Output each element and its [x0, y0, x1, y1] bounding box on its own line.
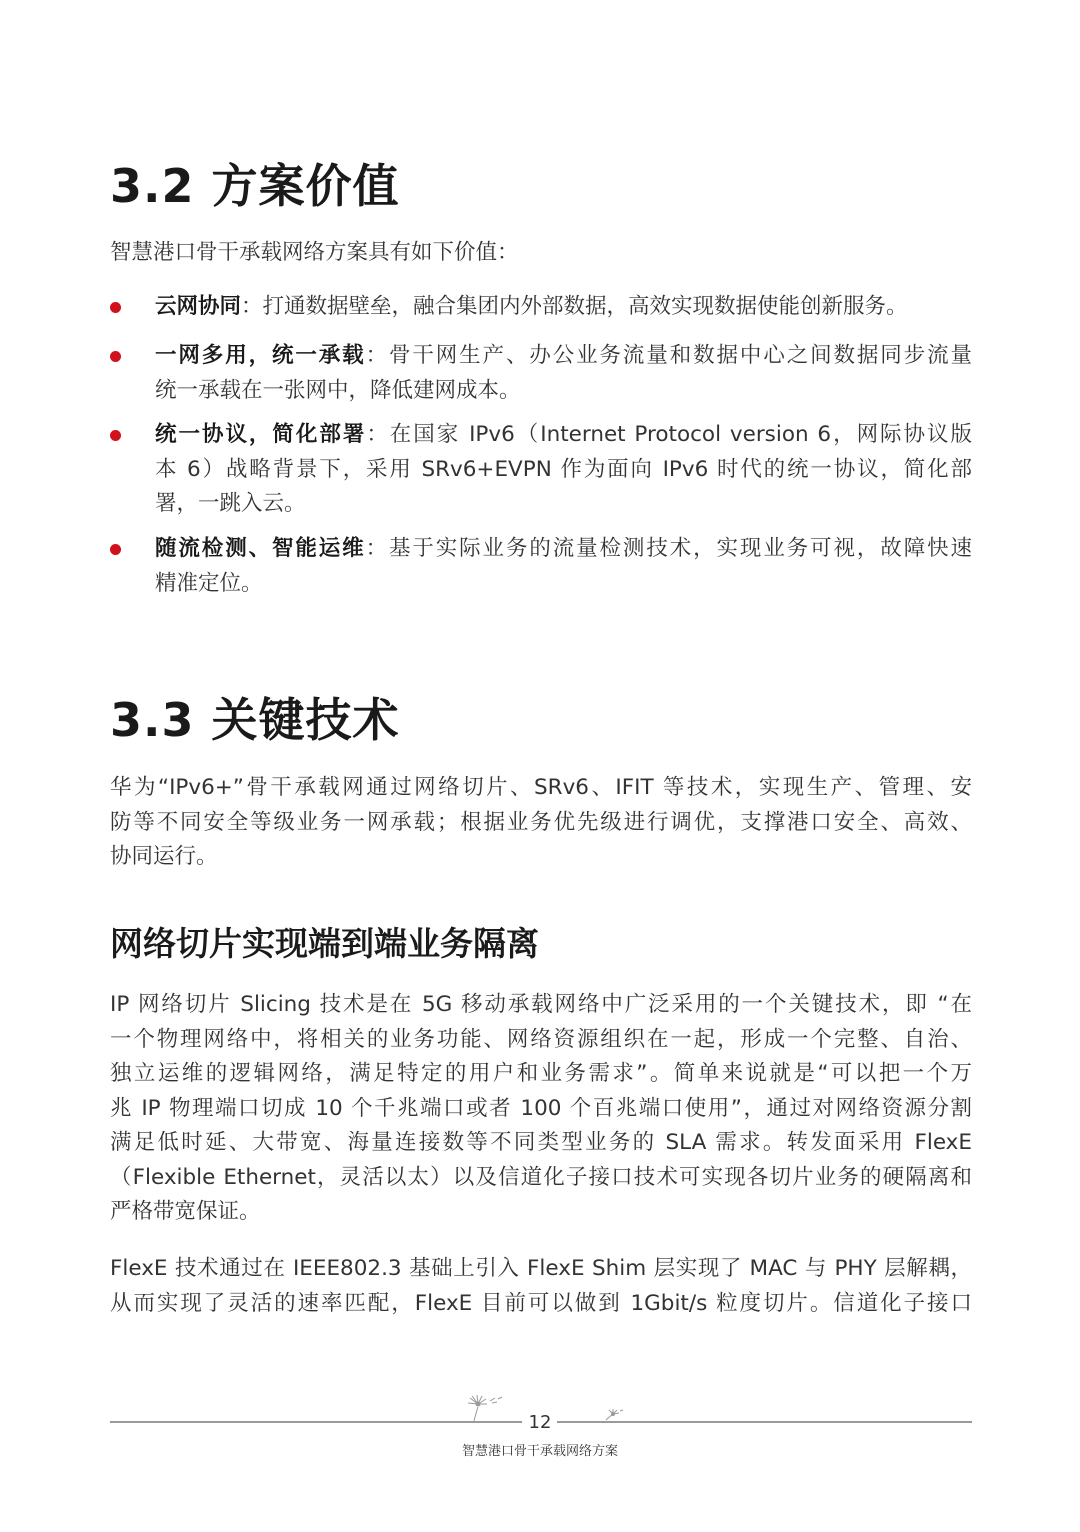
footer-divider-left — [110, 1421, 522, 1423]
section-3-2-heading: 3.2 方案价值 — [110, 159, 400, 213]
section-3-3-heading: 3.3 关键技术 — [110, 693, 400, 747]
bullet-term: 一网多用，统一承载 — [155, 343, 366, 368]
dandelion-seed-icon — [603, 1408, 625, 1422]
network-slicing-subheading: 网络切片实现端到端业务隔离 — [110, 924, 539, 963]
bullet-dot-icon — [110, 430, 121, 441]
bullet-term: 云网协同 — [155, 294, 242, 319]
section-3-2-intro — [110, 236, 972, 271]
dandelion-icon — [462, 1395, 508, 1423]
bullet-dot-icon — [110, 351, 121, 362]
bullet-term: 随流检测、智能运维 — [155, 536, 366, 561]
footer-document-title: 智慧港口骨干承载网络方案 — [461, 1444, 618, 1459]
bullet-term: 统一协议，简化部署 — [155, 422, 367, 447]
flexe-paragraph: FlexE 技术通过在 IEEE802.3 基础上引入 FlexE Shim 层实现了 MAC 与 PHY 层解耦， 从而实现了灵活的速率匹配，FlexE 目前可以做到 1Gbit/s 粒度切片。信道化子接口 — [110, 1256, 972, 1316]
intro-line: 智慧港口骨干承载网络方案具有如下价值： — [110, 240, 519, 265]
section-3-3-intro: 华为“IPv6+”骨干承载网通过网络切片、SRv6、IFIT 等技术，实现生产、管理、安 防等不同安全等级业务一网承载；根据业务优先级进行调优，支撑港口安全、高效、 协同运行。 — [110, 775, 972, 869]
network-slicing-paragraph-1: IP 网络切片 Slicing 技术是在 5G 移动承载网络中广泛采用的一个关键技术，即 “在 一个物理网络中，将相关的业务功能、网络资源组织在一起，形成一个完整、自治、 独立运维的逻辑网络，满足特定的用户和业务需求”。简单来说就是“可以把一个万 兆 IP 物理端口切成 10 个千兆端口或者 100 个百兆端口使用”，通过对网络资源分割 满足低时延、大带宽、海量连接数等不同类型业务的 SLA 需求。转发面采用 FlexE （Flexible Ethernet，灵活以太）以及信道化子接口技术可实现各切片业务的硬隔离和 严格带宽保证。 — [110, 992, 972, 1224]
page-number: 12 — [528, 1412, 552, 1433]
bullet-dot-icon — [110, 302, 121, 313]
bullet-dot-icon — [110, 544, 121, 555]
